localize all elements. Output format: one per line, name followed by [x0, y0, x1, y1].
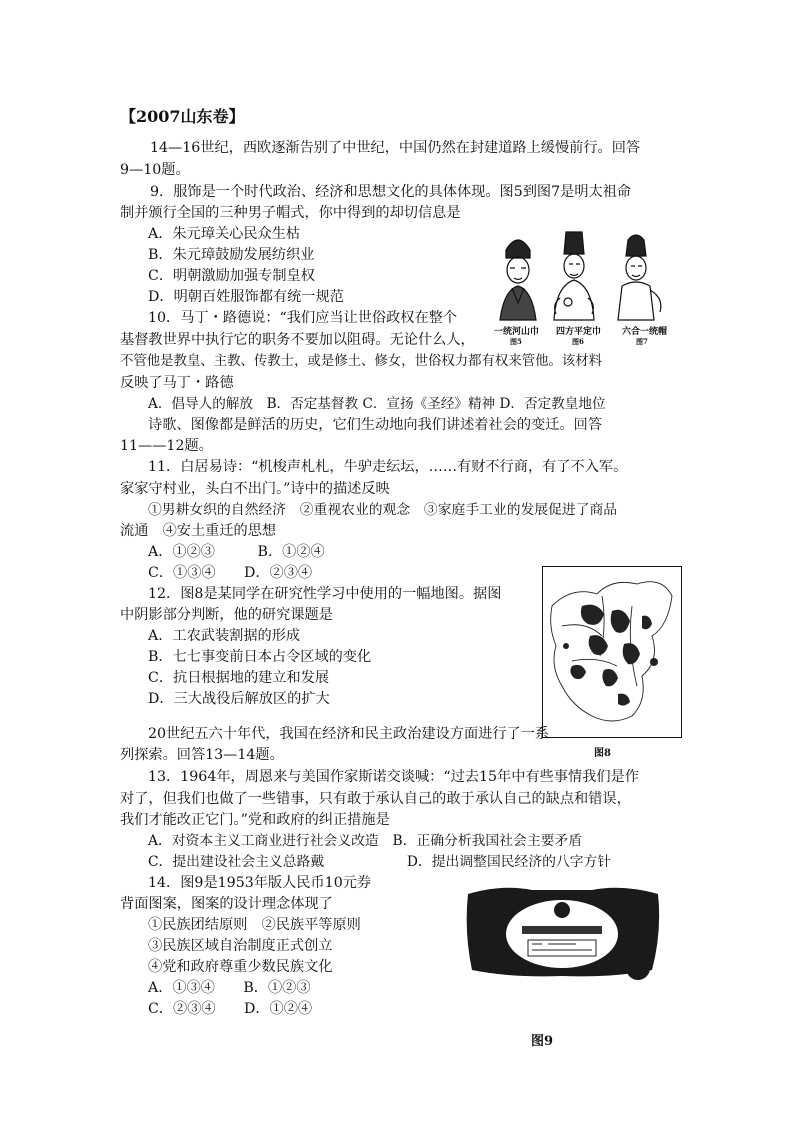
figure-5-caption: 一统河山巾 — [494, 327, 540, 337]
text-line: 不管他是教皇、主教、传教士，或是修土、修女，世俗权力都有权来管他。该材料 — [120, 354, 603, 369]
figure-6-label: 图6 — [572, 337, 584, 346]
figure-7-label: 图7 — [636, 337, 648, 346]
option: A．工农武装割据的形成 — [148, 628, 301, 644]
text-line: 家家守村业，头白不出门。”诗中的描述反映 — [120, 481, 390, 497]
text-line: 我们才能改正它门。”党和政府的纠正措施是 — [120, 812, 390, 828]
text-line: 11．白居易诗：“机梭声札札，牛驴走纭坛，……有财不行商，有了不入军。 — [148, 459, 628, 475]
text-line: 诗歌、图像都是鲜活的历史，它们生动地向我们讲述着社会的变迁。回答 — [148, 417, 603, 433]
text-line: 14．图9是1953年版人民币10元券 — [148, 875, 372, 891]
figure-5-label: 图5 — [510, 337, 522, 346]
text-line: 列探索。回答13—14题。 — [120, 747, 284, 763]
option: D．明朝百姓服饰都有统一规范 — [148, 289, 344, 305]
option-row: A．①③④ B．①②③ — [148, 980, 311, 996]
text-line: 9—10题。 — [120, 162, 190, 178]
text-line: 9．服饰是一个时代政治、经济和思想文化的具体体现。图5到图7是明太祖命 — [150, 184, 632, 200]
text-line: 中阴影部分判断，他的研究课题是 — [120, 607, 333, 623]
figure-8-label: 图8 — [594, 748, 611, 759]
option: C．明朝激励加强专制皇权 — [148, 268, 315, 284]
option: C．抗日根据地的建立和发展 — [148, 670, 330, 686]
option-row: C．提出建设社会主义总路戴 D．提出调整国民经济的八字方针 — [148, 854, 612, 870]
text-line: 流通 ④安土重迁的思想 — [120, 523, 277, 539]
banknote-illustration — [462, 882, 664, 982]
text-line: 11——12题。 — [120, 438, 213, 454]
statement: ③民族区域自治制度正式创立 — [148, 938, 333, 954]
text-line: 制并颁行全国的三种男子帽式，你中得到的却切信息是 — [120, 205, 461, 221]
option-row: C．①③④ D．②③④ — [148, 565, 313, 581]
text-line: 对了，但我们也做了一些错事，只有敢于承认自己的敢于承认自己的缺点和错误， — [120, 791, 631, 807]
text-line: 12．图8是某同学在研究性学习中使用的一幅地图。据图 — [148, 586, 502, 602]
text-line: 反映了马丁・路德 — [120, 375, 234, 391]
figure-7-caption: 六合一统帽 — [622, 327, 668, 337]
text-line: 14—16世纪，西欧逐渐告别了中世纪，中国仍然在封建道路上缓慢前行。回答 — [150, 140, 641, 156]
figure-9-label: 图9 — [531, 1034, 554, 1049]
text-line: 背面图案，图案的设计理念体现了 — [120, 896, 333, 912]
option-row: C．②③④ D．①②④ — [148, 1001, 313, 1017]
statement: ④党和政府尊重少数民族文化 — [148, 959, 333, 975]
option: B．七七事变前日本占令区域的变化 — [148, 649, 372, 665]
map-illustration — [542, 566, 682, 738]
text-line: ①男耕女织的自然经济 ②重视农业的观念 ③家庭手工业的发展促进了商品 — [148, 502, 618, 518]
text-line: 10．马丁・路德说：“我们应当让世俗政权在整个 — [148, 310, 458, 326]
option-row: A．①②③ B．①②④ — [148, 544, 325, 560]
option: A．朱元璋关心民众生枯 — [148, 226, 301, 242]
text-line: 20世纪五六十年代，我国在经济和民主政治建设方面进行了一系 — [148, 726, 550, 742]
option-row: A．倡导人的解放 B．否定基督教 C．宣扬《圣经》精神 D．否定教皇地位 — [148, 396, 606, 412]
exam-title: 【2007山东卷】 — [120, 107, 245, 126]
option: B．朱元璋鼓励发展纺织业 — [148, 247, 315, 263]
option-row: A．对资本主义工商业进行社会义改造 B．正确分析我国社会主要矛盾 — [148, 833, 583, 849]
statement: ①民族团结原则 ②民族平等原则 — [148, 917, 361, 933]
figure-6-caption: 四方平定巾 — [556, 327, 602, 337]
option: D．三大战役后解放区的扩大 — [148, 691, 330, 707]
text-line: 13．1964年，周恩来与美国作家斯诺交谈喊：“过去15年中有些事情我们是作 — [148, 769, 639, 785]
text-line: 基督教世界中执行它的职务不要加以阻碍。无论什么人， — [120, 332, 475, 348]
